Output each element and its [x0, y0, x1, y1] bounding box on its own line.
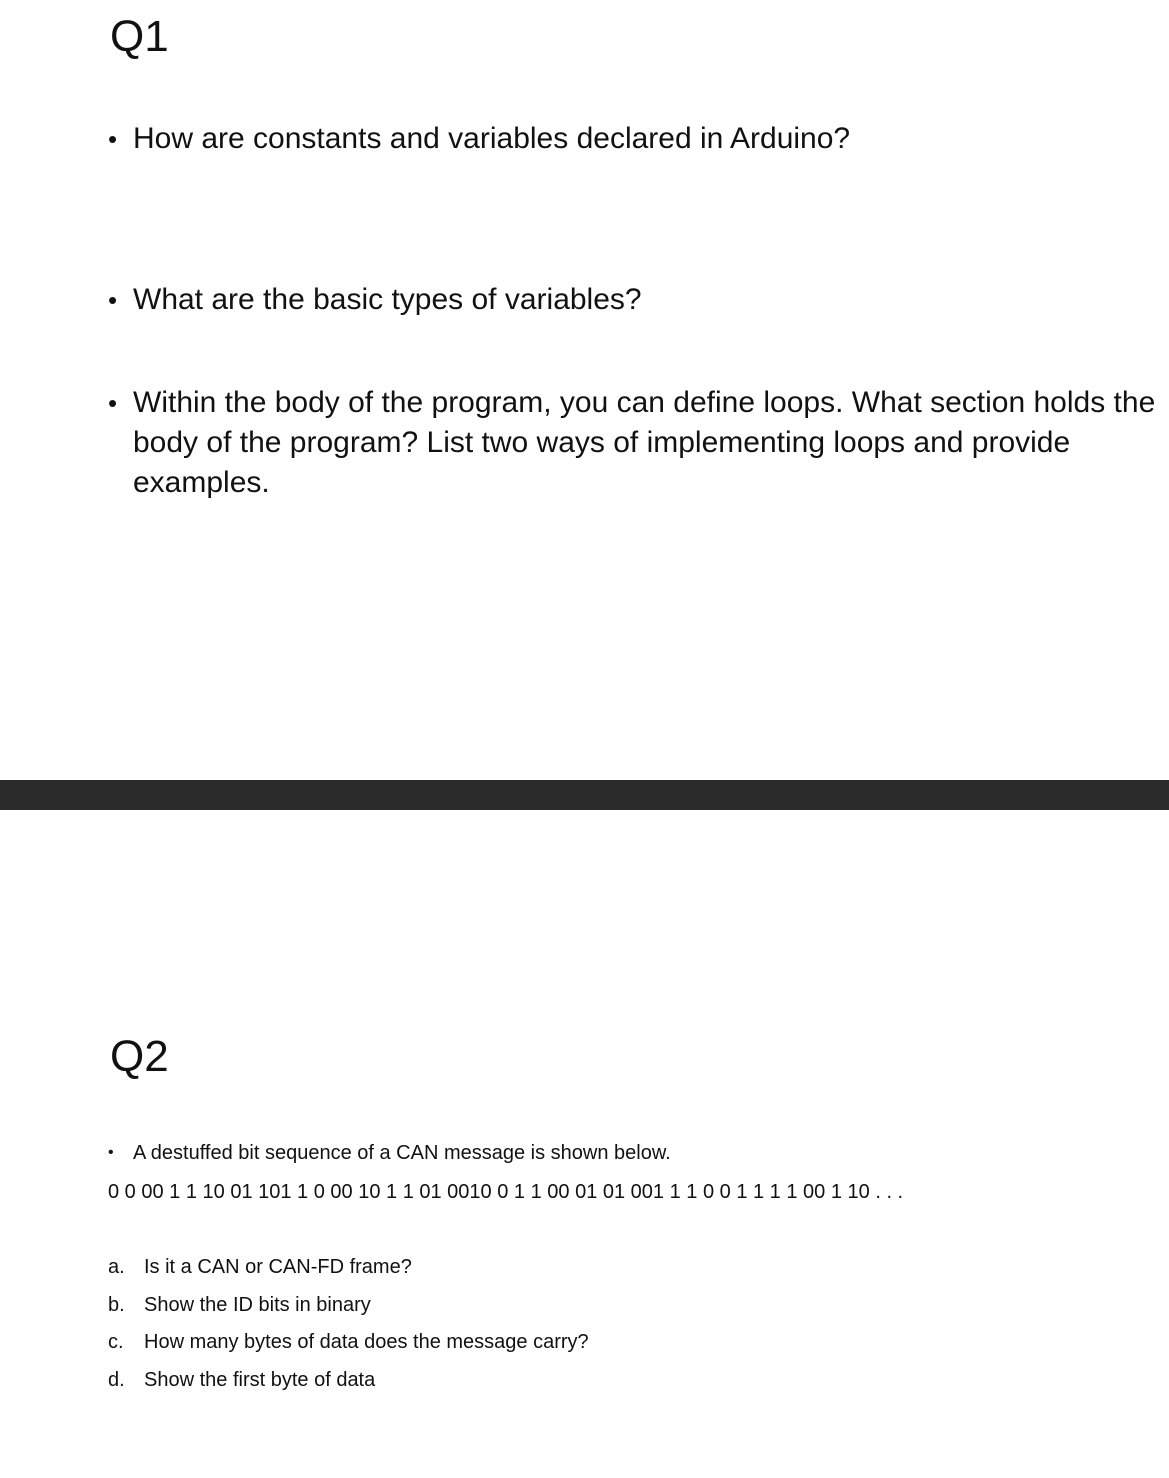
bullet-icon: • [108, 285, 118, 315]
q1-title: Q1 [110, 12, 169, 61]
subquestion-text: How many bytes of data does the message carry? [144, 1331, 589, 1353]
subquestion-item [108, 1253, 589, 1291]
q2-bullet-text: A destuffed bit sequence of a CAN message is shown below. [133, 1142, 671, 1164]
subquestion-text: Show the ID bits in binary [144, 1293, 371, 1316]
subquestion-text: Is it a CAN or CAN-FD frame? [144, 1256, 412, 1278]
q1-bullet-loops [108, 383, 1157, 503]
subquestion-list [108, 1253, 589, 1403]
q1-bullet-constants [108, 119, 1157, 159]
slide-q2 [0, 810, 1169, 1478]
subquestion-text: Show the first byte of data [144, 1368, 376, 1391]
q1-bullet-types [108, 280, 1157, 320]
q1-bullet-text: How are constants and variables declared in Arduino? [133, 122, 851, 155]
subquestion-item [108, 1328, 589, 1366]
slide-divider [0, 780, 1169, 810]
subquestion-marker: d. [108, 1368, 125, 1391]
subquestion-marker: a. [108, 1256, 125, 1278]
bit-sequence: 0 0 00 1 1 10 01 101 1 0 00 10 1 1 01 0010 0 1 1 00 01 01 001 1 1 0 0 1 1 1 1 00 1 10 . . . [108, 1181, 904, 1203]
subquestion-item [108, 1291, 589, 1329]
bullet-icon: • [108, 124, 118, 154]
subquestion-marker: c. [108, 1331, 124, 1353]
q2-bullet-can-message [108, 1139, 1157, 1167]
bullet-icon: • [108, 1144, 114, 1161]
subquestion-marker: b. [108, 1293, 125, 1316]
bullet-icon: • [108, 388, 118, 418]
q1-bullet-text: What are the basic types of variables? [133, 283, 642, 316]
q2-title: Q2 [110, 1032, 169, 1081]
subquestion-item [108, 1366, 589, 1404]
q1-bullet-text: Within the body of the program, you can define loops. What section holds the body of the program? List two ways of implementing loops and provide examples. [133, 386, 1156, 499]
